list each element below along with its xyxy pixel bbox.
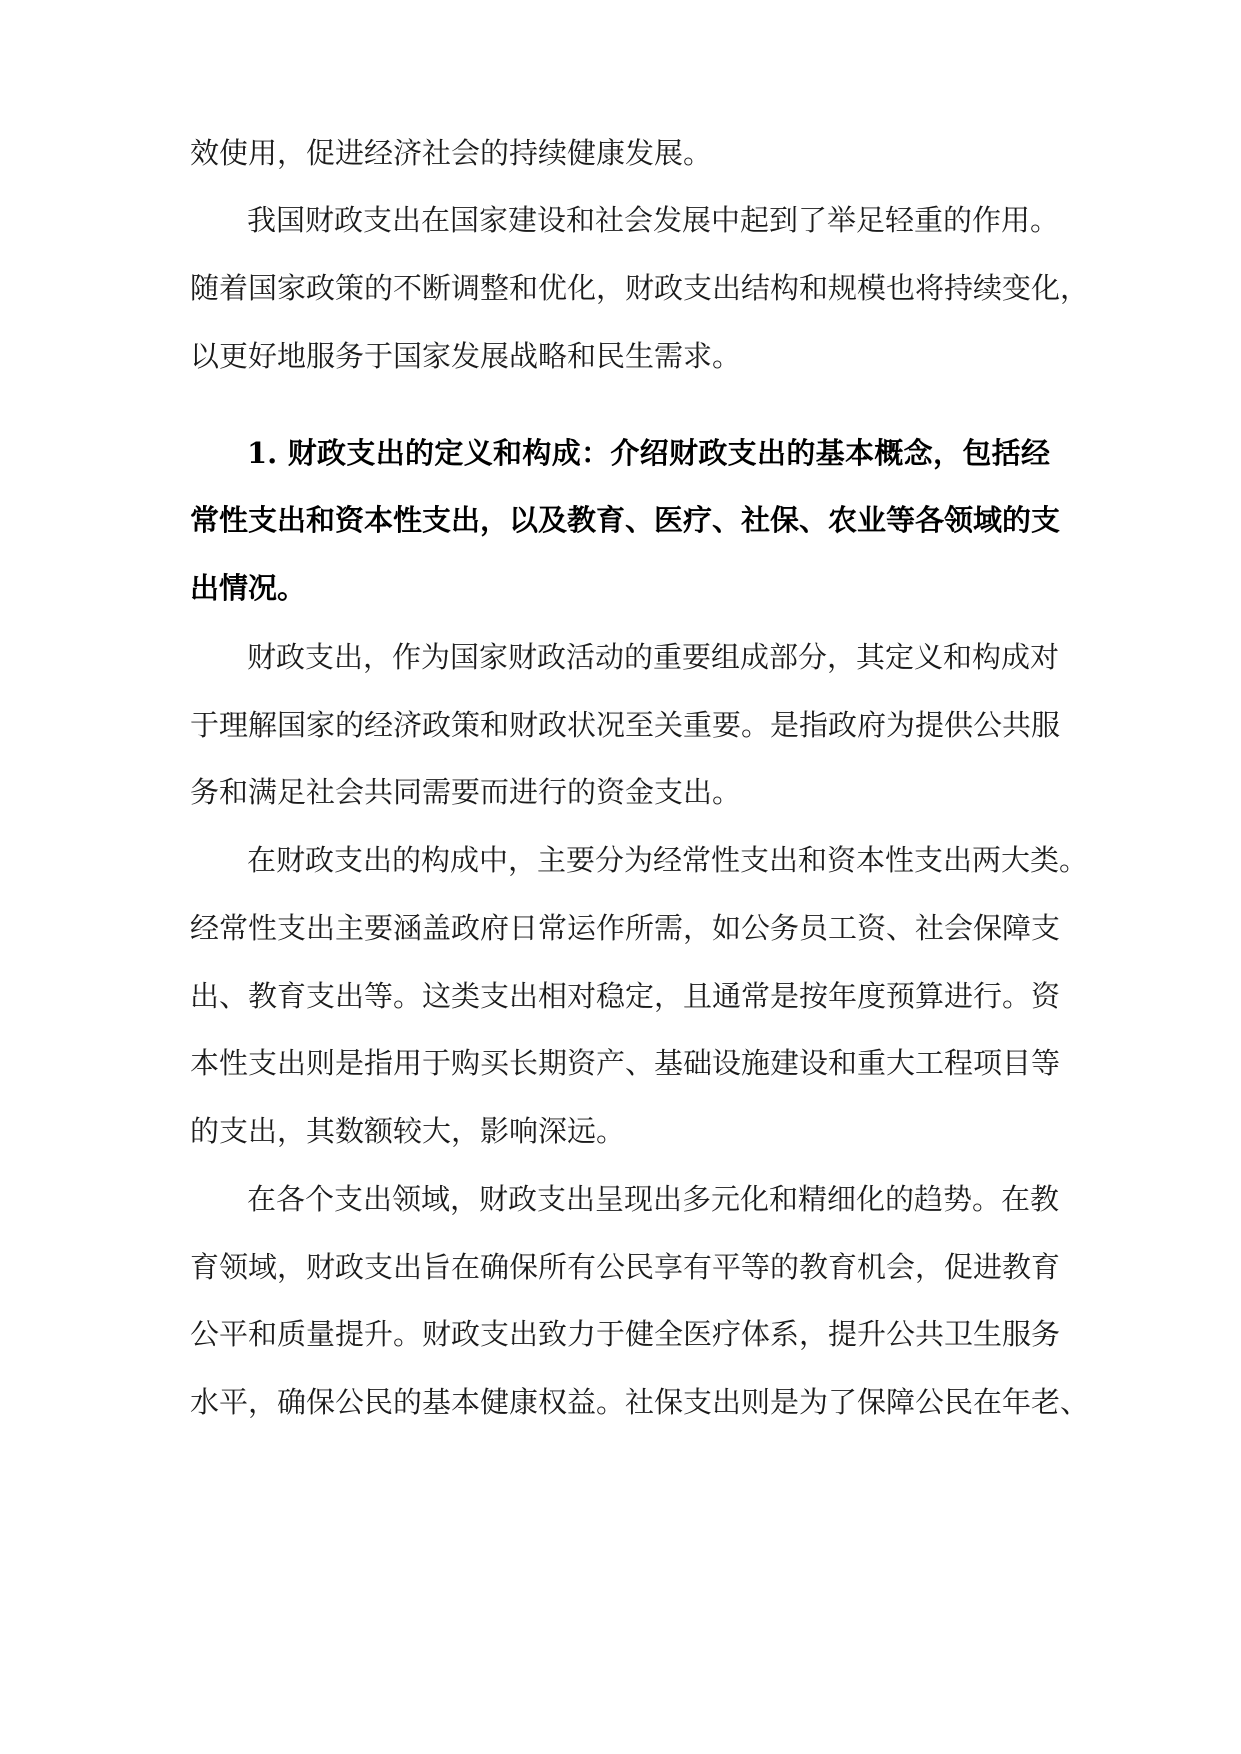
paragraph-composition-line-5: 的支出，其数额较大，影响深远。	[190, 1114, 626, 1148]
paragraph-composition-line-3: 出、教育支出等。这类支出相对稳定，且通常是按年度预算进行。资	[190, 979, 1061, 1013]
paragraph-areas-line-1: 在各个支出领域，财政支出呈现出多元化和精细化的趋势。在教	[247, 1182, 1060, 1216]
paragraph-definition-line-1: 财政支出，作为国家财政活动的重要组成部分，其定义和构成对	[247, 640, 1060, 674]
section-heading-1-line-2: 常性支出和资本性支出，以及教育、医疗、社保、农业等各领域的支	[190, 503, 1061, 537]
paragraph-definition-line-2: 于理解国家的经济政策和财政状况至关重要。是指政府为提供公共服	[190, 708, 1061, 742]
paragraph-summary-line-2: 随着国家政策的不断调整和优化，财政支出结构和规模也将持续变化，	[190, 271, 1090, 305]
paragraph-composition-line-4: 本性支出则是指用于购买长期资产、基础设施建设和重大工程项目等	[190, 1046, 1061, 1080]
paragraph-composition-line-1: 在财政支出的构成中，主要分为经常性支出和资本性支出两大类。	[247, 843, 1089, 877]
paragraph-areas-line-3: 公平和质量提升。财政支出致力于健全医疗体系，提升公共卫生服务	[190, 1317, 1061, 1351]
paragraph-areas-line-2: 育领域，财政支出旨在确保所有公民享有平等的教育机会，促进教育	[190, 1250, 1061, 1284]
paragraph-summary-line-1: 我国财政支出在国家建设和社会发展中起到了举足轻重的作用。	[247, 203, 1060, 237]
section-heading-1-line-1: 1. 财政支出的定义和构成：介绍财政支出的基本概念，包括经	[247, 436, 1050, 470]
paragraph-summary-line-3: 以更好地服务于国家发展战略和民生需求。	[190, 339, 742, 373]
paragraph-continuation-line-1: 效使用，促进经济社会的持续健康发展。	[190, 136, 713, 170]
paragraph-areas-line-4: 水平，确保公民的基本健康权益。社保支出则是为了保障公民在年老、	[190, 1385, 1090, 1419]
paragraph-composition-line-2: 经常性支出主要涵盖政府日常运作所需，如公务员工资、社会保障支	[190, 911, 1061, 945]
paragraph-definition-line-3: 务和满足社会共同需要而进行的资金支出。	[190, 775, 742, 809]
section-heading-1-line-3: 出情况。	[190, 571, 307, 605]
